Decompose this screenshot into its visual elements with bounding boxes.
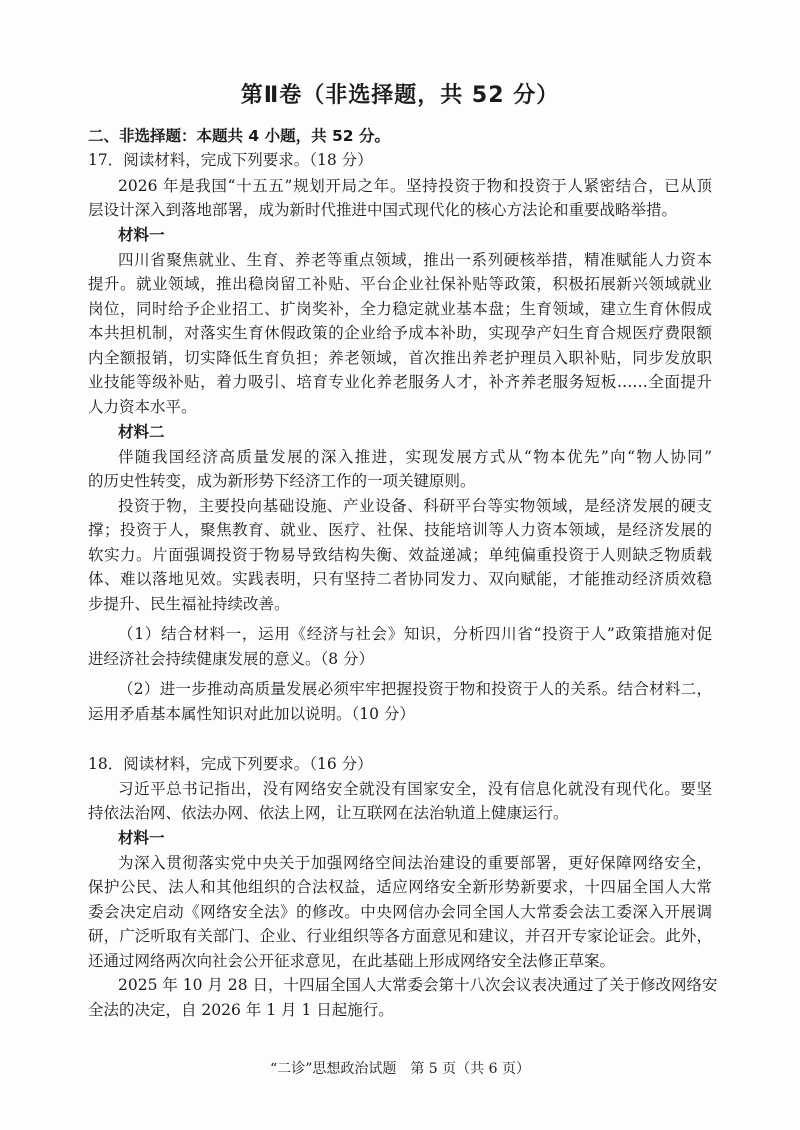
q17-material2-line: 体、难以落地见效。实践表明，只有坚持二者协同发力、双向赋能，才能推动经济质效稳 <box>88 570 712 588</box>
q18-intro-line: 习近平总书记指出，没有网络安全就没有国家安全，没有信息化就没有现代化。要坚 <box>118 780 712 798</box>
q17-heading: 17．阅读材料，完成下列要求。（18 分） <box>88 151 373 169</box>
q18-material1-line: 研，广泛听取有关部门、企业、行业组织等各方面意见和建议，并召开专家论证会。此外， <box>88 927 712 945</box>
q17-material2-line: 软实力。片面强调投资于物易导致结构失衡、效益递减；单纯偏重投资于人则缺乏物质载 <box>88 546 712 564</box>
q17-material1-line: 内全额报销，切实降低生育负担；养老领域，首次推出养老护理员入职补贴，同步发放职 <box>88 349 712 367</box>
q17-material1-label: 材料一 <box>118 226 165 244</box>
q17-material1-line: 岗位，同时给予企业招工、扩岗奖补，全力稳定就业基本盘；生育领域，建立生育休假成 <box>88 300 712 318</box>
q18-material1-line: 为深入贯彻落实党中央关于加强网络空间法治建设的重要部署，更好保障网络安全， <box>118 854 712 872</box>
q18-material1-label: 材料一 <box>118 829 165 847</box>
q17-subquestion-2: （2）进一步推动高质量发展必须牢牢把握投资于物和投资于人的关系。结合材料二， <box>118 680 712 698</box>
q18-material1-line: 还通过网络两次向社会公开征求意见，在此基础上形成网络安全法修正草案。 <box>88 952 616 970</box>
q17-material1-line: 人力资本水平。 <box>88 398 197 416</box>
q18-material1-line: 保护公民、法人和其他组织的合法权益，适应网络安全新形势新要求，十四届全国人大常 <box>88 878 712 896</box>
q17-intro-line: 2026 年是我国“十五五”规划开局之年。坚持投资于物和投资于人紧密结合，已从顶 <box>118 177 712 195</box>
section-title: 第Ⅱ卷（非选择题，共 52 分） <box>240 83 560 108</box>
q18-intro-line: 持依法治网、依法办网、依法上网，让互联网在法治轨道上健康运行。 <box>88 804 569 822</box>
q17-material1-line: 本共担机制，对落实生育休假政策的企业给予成本补助，实现孕产妇生育合规医疗费限额 <box>88 324 712 342</box>
q17-material2-line: 撑；投资于人，聚焦教育、就业、医疗、社保、技能培训等人力资本领域，是经济发展的 <box>88 521 712 539</box>
q17-subquestion-1: 进经济社会持续健康发展的意义。（8 分） <box>88 650 375 668</box>
page-footer: “二诊”思想政治试题 第 5 页（共 6 页） <box>270 1061 530 1077</box>
q17-material2-label: 材料二 <box>118 423 165 441</box>
q17-material1-line: 业技能等级补贴，着力吸引、培育专业化养老服务人才，补齐养老服务短板……全面提升 <box>88 373 712 391</box>
q17-material2-line: 步提升、民生福祉持续改善。 <box>88 595 290 613</box>
q17-intro-line: 层设计深入到落地部署，成为新时代推进中国式现代化的核心方法论和重要战略举措。 <box>88 201 678 219</box>
q17-material1-line: 四川省聚焦就业、生育、养老等重点领域，推出一系列硬核举措，精准赋能人力资本 <box>118 251 712 269</box>
q17-material2-line: 投资于物，主要投向基础设施、产业设备、科研平台等实物领域，是经济发展的硬支 <box>118 497 712 515</box>
q18-material1-line: 全法的决定，自 2026 年 1 月 1 日起施行。 <box>88 1001 394 1019</box>
q18-heading: 18．阅读材料，完成下列要求。（16 分） <box>88 755 373 773</box>
q18-material1-line: 2025 年 10 月 28 日，十四届全国人大常委会第十八次会议表决通过了关于修改网络安 <box>118 976 718 994</box>
q17-material1-line: 提升。就业领域，推出稳岗留工补贴、平台企业社保补贴等政策，积极拓展新兴领域就业 <box>88 275 712 293</box>
q18-material1-line: 委会决定启动《网络安全法》的修改。中央网信办会同全国人大常委会法工委深入开展调 <box>88 903 712 921</box>
section-header: 二、非选择题：本题共 4 小题，共 52 分。 <box>88 127 390 145</box>
q17-subquestion-1: （1）结合材料一，运用《经济与社会》知识，分析四川省“投资于人”政策措施对促 <box>118 625 712 643</box>
q17-material2-line: 伴随我国经济高质量发展的深入推进，实现发展方式从“物本优先”向“物人协同” <box>118 448 712 466</box>
q17-material2-line: 的历史性转变，成为新形势下经济工作的一项关键原则。 <box>88 472 476 490</box>
q17-subquestion-2: 运用矛盾基本属性知识对此加以说明。（10 分） <box>88 705 415 723</box>
